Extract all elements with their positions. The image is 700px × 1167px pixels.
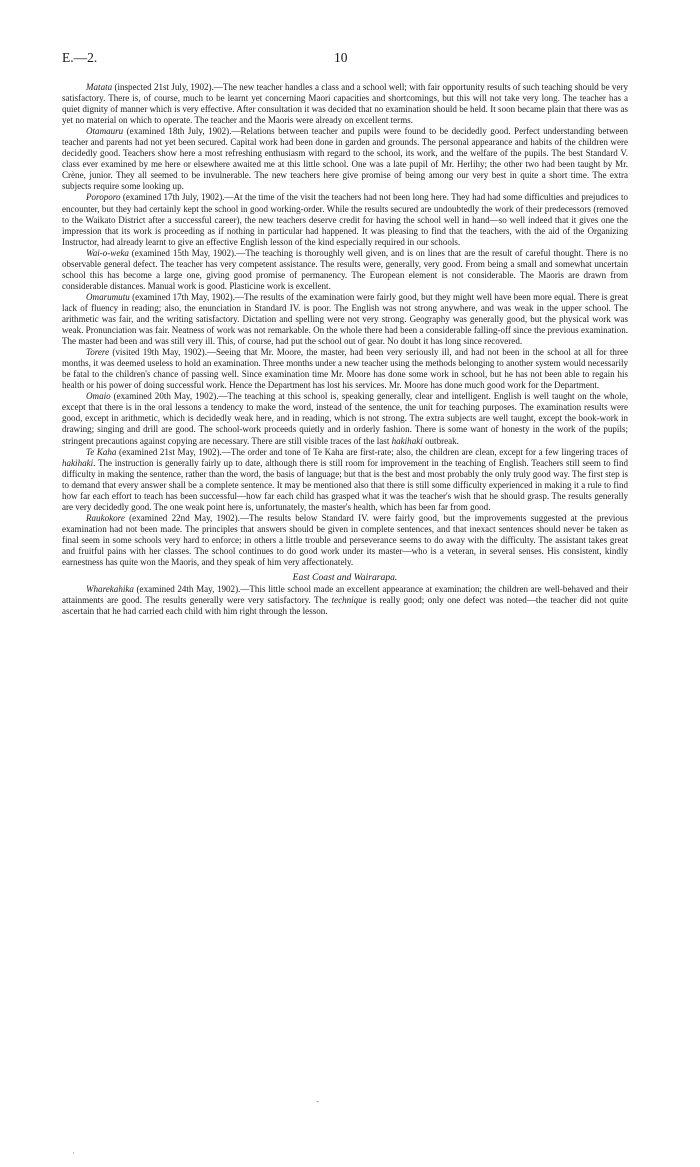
- page-header: [62, 50, 628, 72]
- page-number: 10: [334, 50, 348, 65]
- document-page: [62, 50, 628, 617]
- section-heading: East Coast and Wairarapa.: [292, 572, 398, 584]
- paragraph-otamauru: Otamauru (examined 18th July, 1902).—Relations between teacher and pupils were found to be decidedly good. Perfect understanding between teacher and parents had not yet been secured. Capital work had been done in garden and grounds. The personal appearance and habits of the children were decidedly good. Teachers show here a most refreshing enthusiasm with regard to the school, its work, and the welfare of the pupils. The best Standard V. class ever examined by me here or elsewhere awaited me at this little school. One was a late pupil of Mr. Herlihy; the other two had been taught by Mr. Crène, junior. They all seemed to be invulnerable. The new teachers here give promise of being among our very best in quite a short time. The extra subjects require some looking up.: [62, 126, 628, 192]
- paragraph-poroporo: Poroporo (examined 17th July, 1902).—At the time of the visit the teachers had not been long here. They had had some difficulties and prejudices to encounter, but they had certainly kept the school in good working-order. While the results secured are undoubtedly the work of their predecessors (removed to the Waikato District after a successful career), the new teachers deserve credit for having the school well in hand—so well indeed that it gives one the impression that its work is proceeding as if nothing in particular had happened. It was pleasing to find that the teachers, with the aid of the Organizing Instructor, had already learnt to give an effective English lesson of the kind especially required in our schools.: [62, 192, 628, 247]
- paragraph-matata: Matata (inspected 21st July, 1902).—The new teacher handles a class and a school well; with fair opportunity results of such teaching should be very satisfactory. There is, of course, much to be learnt yet concerning Maori capacities and shortcomings, but this will not take very long. The teacher has a quiet dignity of manner which is very effective. After consultation it was decided that no examination should be held. It soon became plain that there was as yet no material on which to operate. The teacher and the Maoris were already on excellent terms.: [62, 82, 628, 126]
- report-reference: E.—2.: [62, 50, 98, 65]
- paragraph-raukokore: Raukokore (examined 22nd May, 1902).—The results below Standard IV. were fairly good, but the improvements suggested at the previous examination had not been made. The principles that answers should be given in complete sentences, and that inexact sentences should never be taken as final seem in some schools very hard to enforce; in others a little trouble and perseverance seems to do away with the difficulty. The assistant takes great and fruitful pains with her classes. The school continues to do good work under its master—who is a veteran, in several senses. His consistent, kindly earnestness has quite won the Maoris, and they speak of him very affectionately.: [62, 512, 628, 568]
- paragraph-te-kaha: Te Kaha (examined 21st May, 1902).—The order and tone of Te Kaha are first-rate; also, the children are clean, except for a few lingering traces of hakihaki. The instruction is generally fairly up to date, although there is still room for improvement in the teaching of English. Teachers still seem to find difficulty in making the sentence, rather than the word, the basis of language; but that is the best and most probably the only truly good way. The first step is to demand that every answer shall be a complete sentence. It may be mentioned also that there is still some difficulty experienced in making it a rule to find how far each effort to teach has been successful—how far each child has grasped what it was the teacher's wish that he should grasp. The results generally are very decidedly good. The one weak point here is, unfortunately, the master's health, which has been far from good.: [62, 446, 628, 512]
- footer-mark: ·: [72, 1148, 75, 1158]
- paragraph-omaio: Omaio (examined 20th May, 1902).—The teaching at this school is, speaking generally, clear and intelligent. English is well taught on the whole, except that there is in the oral lessons a tendency to make the word, instead of the sentence, the unit for teaching purposes. The examination results were good, except in arithmetic, which is decidedly weak here, and in reading, which is not strong. The extra subjects are well taught, except the book-work in drawing; singing and drill are good. The school-work proceeds quietly and in orderly fashion. There is some want of honesty in the work of the pupils; stringent precautions against copying are necessary. There are still visible traces of the last hakihaki outbreak.: [62, 391, 628, 446]
- paragraph-omarumutu: Omarumutu (examined 17th May, 1902).—The results of the examination were fairly good, but they might well have been more equal. There is great lack of fluency in reading; also, the enunciation in Standard IV. is poor. The English was not strong anywhere, and was weak in the upper school. The arithmetic was fair, and the writing satisfactory. Dictation and spelling were not very strong. Geography was generally good, but the physical work was weak. Pronunciation was fair. Neatness of work was not remarkable. On the whole there had been a considerable falling-off since the previous examination. The master had been and was still very ill. This, of course, had put the school out of gear. No doubt it has long since recovered.: [62, 291, 628, 347]
- report-body: [62, 82, 628, 617]
- paragraph-torere: Torere (visited 19th May, 1902).—Seeing that Mr. Moore, the master, had been very seriously ill, and had not been in the school at all for three months, it was deemed useless to hold an examination. Three months under a new teacher using the methods belonging to another system would necessarily be fatal to the children's chance of passing well. Since examination time Mr. Moore has done some work in school, but he has not been able to regain his health or his power of doing successful work. Hence the Department has lost his services. Mr. Moore has done much good work for the Department.: [62, 347, 628, 391]
- paragraph-wharekahika: Wharekahika (examined 24th May, 1902).—This little school made an excellent appearance at examination; the children are well-behaved and their attainments are good. The results generally were very satisfactory. The technique is really good; only one defect was noted—the teacher did not quite ascertain that he had carried each child with him right through the lesson.: [62, 584, 628, 617]
- footer-dash: -: [316, 1096, 319, 1106]
- paragraph-wai-o-weka: Wai-o-weka (examined 15th May, 1902).—The teaching is thoroughly well given, and is on lines that are the result of careful thought. There is no observable general defect. The teacher has very competent assistance. The results were, generally, very good. From being a small and somewhat uncertain school this has become a large one, giving good promise of permanency. The European element is not considerable. The Maoris are drawn from considerable distances. Manual work is good. Plasticine work is excellent.: [62, 247, 628, 291]
